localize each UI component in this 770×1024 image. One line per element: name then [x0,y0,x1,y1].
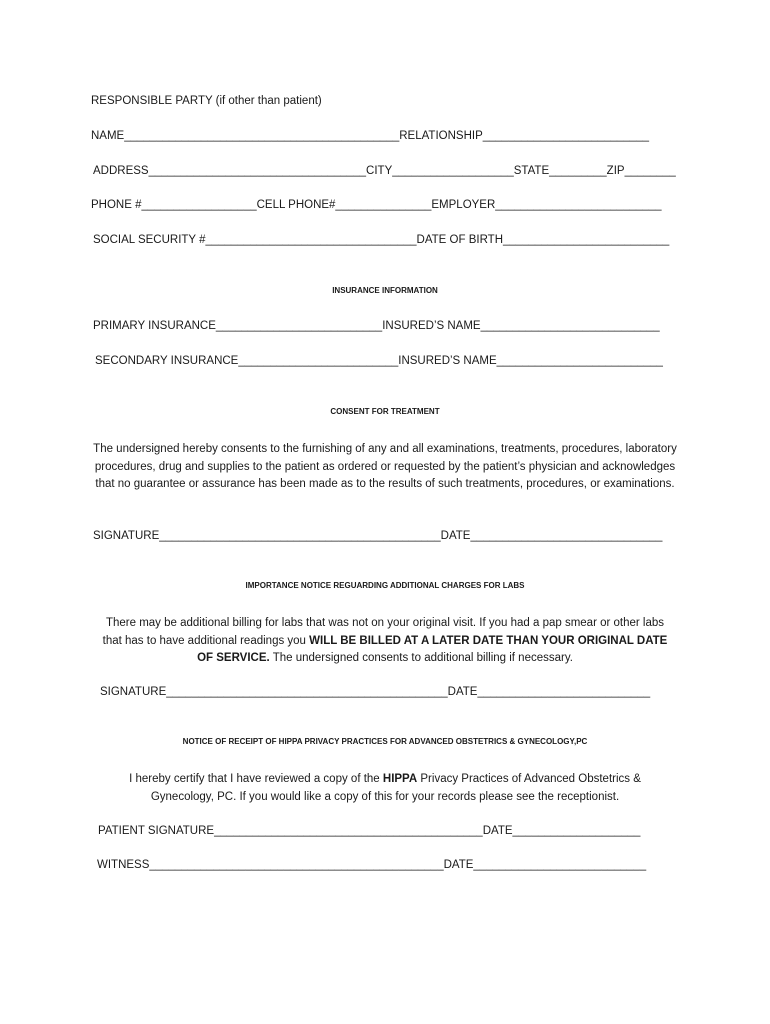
labs-text [100,615,670,668]
address-city-state-zip-field[interactable]: ADDRESS__________________________________CITY___________________STATE_________ZIP________ [93,165,676,177]
insurance-heading: INSURANCE INFORMATION [332,286,438,295]
labs-text-emphasis: WILL BE BILLED AT A LATER DATE THAN YOUR ORIGINAL DATE OF SERVICE. [197,634,668,664]
labs-signature-field[interactable]: SIGNATURE____________________________________________DATE___________________________ [100,686,651,698]
consent-signature-field[interactable]: SIGNATURE____________________________________________DATE______________________________ [93,530,663,542]
hippa-text [100,771,670,806]
hippa-heading: NOTICE OF RECEIPT OF HIPPA PRIVACY PRACTICES FOR ADVANCED OBSTETRICS & GYNECOLOGY,PC [182,737,588,746]
ssn-dob-field[interactable]: SOCIAL SECURITY #_________________________________DATE OF BIRTH__________________________ [93,234,670,246]
primary-insurance-field[interactable]: PRIMARY INSURANCE__________________________INSURED’S NAME____________________________ [93,320,660,332]
labs-text-part-2: The undersigned consents to additional billing if necessary. [269,652,573,664]
labs-heading: IMPORTANCE NOTICE REGUARDING ADDITIONAL CHARGES FOR LABS [245,581,525,590]
hippa-text-part-2: Privacy Practices of Advanced Obstetrics & Gynecology, PC. If you would like a copy of this for your records please see the receptionist. [150,773,641,803]
hippa-text-part-1: I hereby certify that I have reviewed a copy of the [129,773,383,785]
name-relationship-field[interactable]: NAME___________________________________________RELATIONSHIP__________________________ [91,130,650,142]
witness-field[interactable]: WITNESS______________________________________________DATE___________________________ [97,859,647,871]
consent-heading: CONSENT FOR TREATMENT [330,407,440,416]
consent-text: The undersigned hereby consents to the furnishing of any and all examinations, treatments, procedures, laboratory procedures, drug and supplies to the patient as ordered or requested by the patient’s physician and acknowledges that no guarantee or assurance has been made as to the results of such treatments, procedures, or examinations. [93,443,677,490]
hippa-text-emphasis: HIPPA [382,773,418,785]
responsible-party-heading: RESPONSIBLE PARTY (if other than patient) [91,95,322,107]
phone-employer-field[interactable]: PHONE #__________________CELL PHONE#_______________EMPLOYER__________________________ [91,199,662,211]
labs-text-part-1: There may be additional billing for labs that was not on your original visit. If you had a pap smear or other labs that has to have additional readings you [102,617,665,647]
patient-signature-field[interactable]: PATIENT SIGNATURE__________________________________________DATE____________________ [98,825,641,837]
secondary-insurance-field[interactable]: SECONDARY INSURANCE_________________________INSURED’S NAME__________________________ [95,355,663,367]
